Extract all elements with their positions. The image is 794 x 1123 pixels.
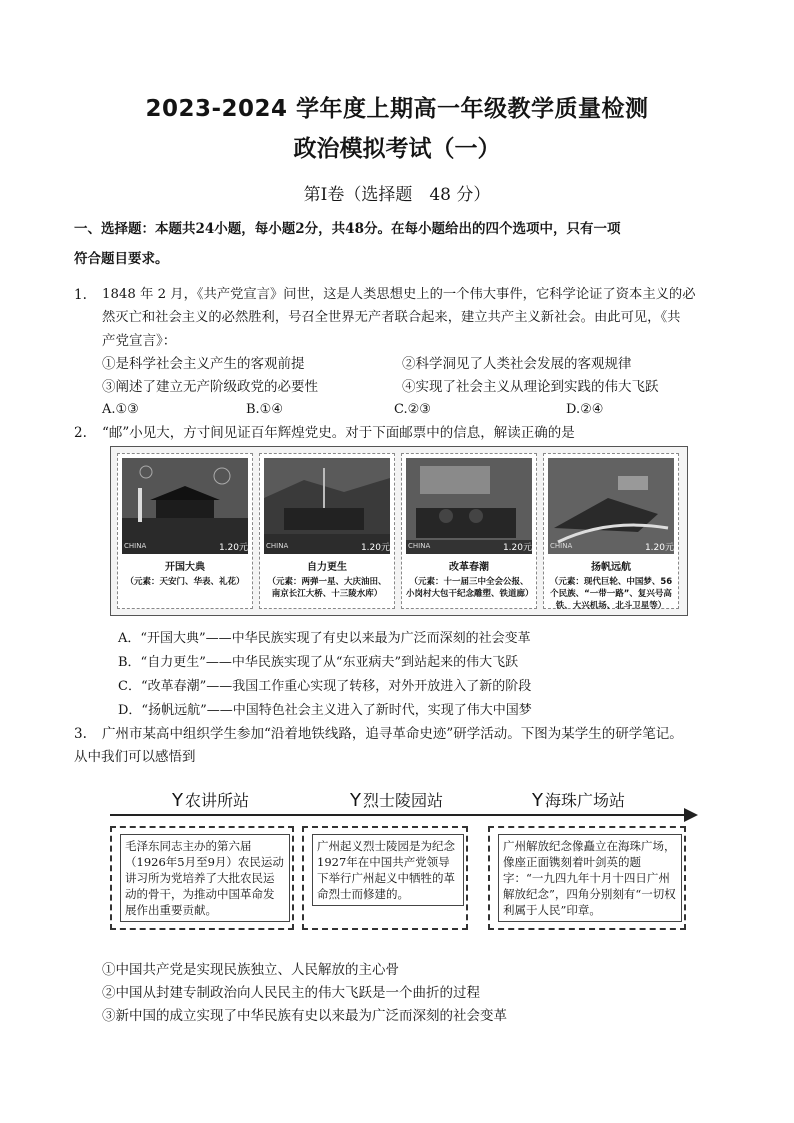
station-name: 海珠广场站 (545, 791, 626, 810)
stamp-price: 1.20元 (218, 543, 248, 553)
q2-option-a[interactable]: A．“开国大典”——中华民族实现了有史以来最为广泛而深刻的社会变革 (118, 631, 531, 646)
q1-option-d[interactable]: D.②④ (566, 402, 604, 417)
stamp-country: CHINA (266, 542, 289, 550)
stamp-elements: （元素：十一届三中全会公报、小岗村大包干纪念雕塑、铁道廊） (406, 577, 534, 599)
q1-item-1: ①是科学社会主义产生的客观前提 (102, 356, 305, 372)
exam-subtitle: 政治模拟考试（一） (293, 136, 501, 162)
q2-option-c[interactable]: C．“改革春潮”——我国工作重心实现了转移，对外开放进入了新的阶段 (118, 679, 532, 694)
stamp-price: 1.20元 (502, 543, 532, 553)
q1-option-c[interactable]: C.②③ (394, 402, 431, 417)
instructions-line1: 一、选择题：本题共24小题，每小题2分，共48分。在每小题给出的四个选项中，只有一项 (74, 221, 621, 237)
stamp-caption: 扬帆远航 (591, 562, 631, 573)
q1-option-a[interactable]: A.①③ (102, 402, 139, 417)
note-box-1 (110, 826, 294, 930)
metro-icon: Y (532, 790, 543, 811)
q3-item-2: ②中国从封建专制政治向人民民主的伟大飞跃是一个曲折的过程 (102, 985, 480, 1001)
stamp-country: CHINA (408, 542, 431, 550)
stamp-country: CHINA (124, 542, 147, 550)
stamp-caption: 自力更生 (307, 562, 347, 573)
q1-stem-line1: 1848 年 2 月，《共产党宣言》问世，这是人类思想史上的一个伟大事件，它科学论证了资本主义的必 (102, 287, 696, 302)
stamp-caption: 开国大典 (165, 562, 205, 573)
stamp-elements: （元素：现代巨轮、中国梦、56个民族、“一带一路”、复兴号高铁、大兴机场、北斗卫星等） (549, 577, 673, 611)
station-nongjiangsuo (172, 788, 249, 811)
q3-number: 3. (74, 726, 87, 742)
q1-option-b[interactable]: B.①④ (246, 402, 283, 417)
note-text: 广州解放纪念像矗立在海珠广场，像座正面镌刻着叶剑英的题字：“一九四九年十月十四日广州解放纪念”，四角分别刻有“一切权利属于人民”印章。 (498, 834, 682, 922)
timeline-arrow-icon (684, 808, 698, 822)
stamp-elements: （元素：天安门、华表、礼花） (125, 577, 245, 587)
station-name: 农讲所站 (185, 791, 250, 810)
q2-number: 2. (74, 425, 87, 441)
q3-item-1: ①中国共产党是实现民族独立、人民解放的主心骨 (102, 962, 399, 978)
exam-title: 2023-2024 学年度上期高一年级教学质量检测 (145, 96, 649, 122)
note-text: 广州起义烈士陵园是为纪念1927年在中国共产党领导下举行广州起义中牺牲的革命烈士而修建的。 (312, 834, 464, 906)
stamp-founding-ceremony (117, 453, 253, 609)
timeline-line (110, 814, 690, 816)
q3-item-3: ③新中国的成立实现了中华民族有史以来最为广泛而深刻的社会变革 (102, 1008, 507, 1024)
q3-stem-line2: 从中我们可以感悟到 (74, 749, 196, 765)
stamp-country: CHINA (550, 542, 573, 550)
stamp-self-reliance (259, 453, 395, 609)
q1-item-4: ④实现了社会主义从理论到实践的伟大飞跃 (402, 379, 659, 395)
note-box-3 (488, 826, 686, 930)
q3-stem-line1: 广州市某高中组织学生参加“沿着地铁线路，追寻革命史迹”研学活动。下图为某学生的研学笔记。 (102, 726, 683, 742)
section-title: 第Ⅰ卷（选择题 48 分） (303, 185, 491, 205)
station-haizhuguangchang (532, 788, 625, 811)
stamp-elements: （元素：两弹一星、大庆油田、南京长江大桥、十三陵水库） (267, 577, 387, 599)
q1-number: 1. (74, 287, 87, 303)
q1-item-3: ③阐述了建立无产阶级政党的必要性 (102, 379, 318, 395)
metro-icon: Y (172, 790, 183, 811)
metro-icon: Y (350, 790, 361, 811)
q1-stem-line2: 然灭亡和社会主义的必然胜利，号召全世界无产者联合起来，建立共产主义新社会。由此可见，《共 (102, 310, 681, 325)
q1-stem-line3: 产党宣言》： (102, 333, 177, 349)
stamp-caption: 改革春潮 (449, 562, 489, 573)
stamp-price: 1.20元 (360, 543, 390, 553)
stamp-sheet (110, 446, 688, 616)
q2-stem: “邮”小见大，方寸间见证百年辉煌党史。对于下面邮票中的信息，解读正确的是 (102, 425, 575, 441)
station-lieshilingyuan (350, 788, 443, 811)
stamp-reform-tide (401, 453, 537, 609)
q2-option-d[interactable]: D．“扬帆远航”——中国特色社会主义进入了新时代，实现了伟大中国梦 (118, 703, 532, 718)
stamp-price: 1.20元 (644, 543, 674, 553)
note-text: 毛泽东同志主办的第六届（1926年5月至9月）农民运动讲习所为党培养了大批农民运动的骨干，为推动中国革命发展作出重要贡献。 (120, 834, 290, 922)
station-name: 烈士陵园站 (363, 791, 444, 810)
q2-option-b[interactable]: B．“自力更生”——中华民族实现了从“东亚病夫”到站起来的伟大飞跃 (118, 655, 519, 670)
q1-item-2: ②科学洞见了人类社会发展的客观规律 (402, 356, 632, 372)
stamp-setting-sail (543, 453, 679, 609)
instructions-line2: 符合题目要求。 (74, 251, 169, 267)
note-box-2 (302, 826, 468, 930)
